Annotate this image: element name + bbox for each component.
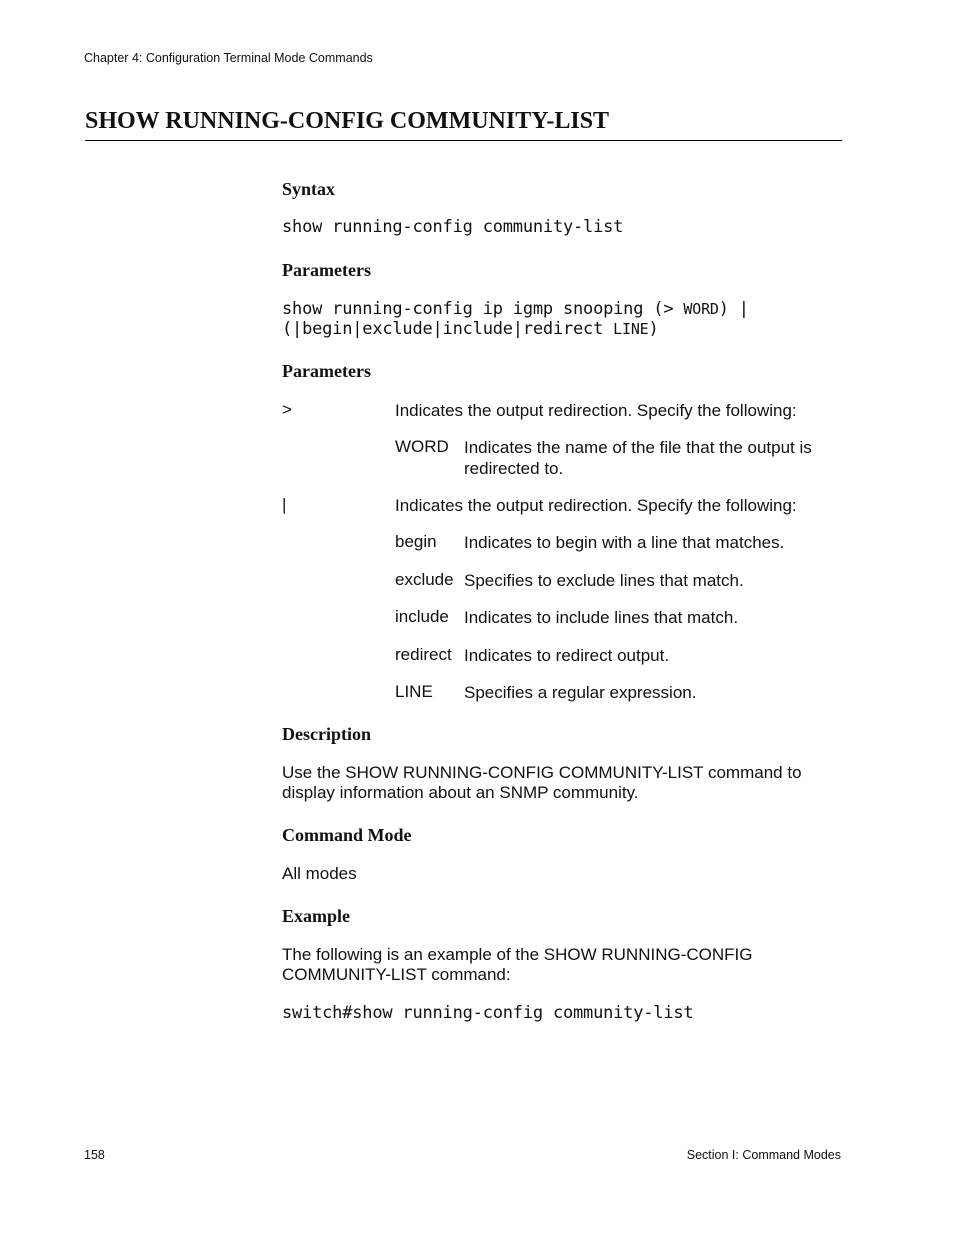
param-term: > [282, 400, 292, 419]
command-mode-heading: Command Mode [282, 825, 412, 845]
example-text: The following is an example of the SHOW RUNNING-CONFIG COMMUNITY-LIST command: [282, 945, 753, 984]
description-text: Use the SHOW RUNNING-CONFIG COMMUNITY-LIST command to display information about an SNMP community. [282, 763, 802, 802]
param-desc: Indicates the output redirection. Specify the following: [395, 401, 797, 420]
sub-param-desc: Specifies a regular expression. [464, 683, 697, 702]
param-desc: Indicates the output redirection. Specify the following: [395, 496, 797, 515]
footer-section: Section I: Command Modes [686, 1148, 841, 1162]
parameters-syntax-line-1: show running-config ip igmp snooping (> WORD) | [282, 299, 749, 319]
sub-param-term: LINE [395, 682, 433, 701]
sub-param-desc: Indicates to redirect output. [464, 646, 670, 665]
page-title: SHOW RUNNING-CONFIG COMMUNITY-LIST [85, 108, 842, 141]
sub-param-term: begin [395, 532, 437, 551]
parameters-syntax-line-2: (|begin|exclude|include|redirect LINE) [282, 319, 659, 339]
sub-param-term: redirect [395, 645, 452, 664]
example-heading: Example [282, 906, 351, 926]
page-number: 158 [84, 1148, 105, 1162]
syntax-heading: Syntax [282, 179, 336, 199]
sub-param-term: exclude [395, 570, 454, 589]
parameters-heading-1: Parameters [282, 260, 371, 280]
parameters-heading-2: Parameters [282, 361, 371, 381]
sub-param-desc: Specifies to exclude lines that match. [464, 571, 744, 590]
syntax-command: show running-config community-list [282, 217, 624, 237]
sub-param-term: include [395, 607, 449, 626]
sub-param-term: WORD [395, 437, 449, 456]
sub-param-desc: Indicates to begin with a line that matches. [464, 533, 785, 552]
param-term: | [282, 495, 287, 514]
command-mode-text: All modes [282, 864, 357, 883]
sub-param-desc: Indicates the name of the file that the output is redirected to. [464, 438, 812, 478]
description-heading: Description [282, 724, 371, 744]
parameters-syntax [282, 299, 749, 339]
sub-param-desc: Indicates to include lines that match. [464, 608, 739, 627]
example-code: switch#show running-config community-list [282, 1003, 694, 1023]
running-head: Chapter 4: Configuration Terminal Mode Commands [84, 51, 373, 65]
